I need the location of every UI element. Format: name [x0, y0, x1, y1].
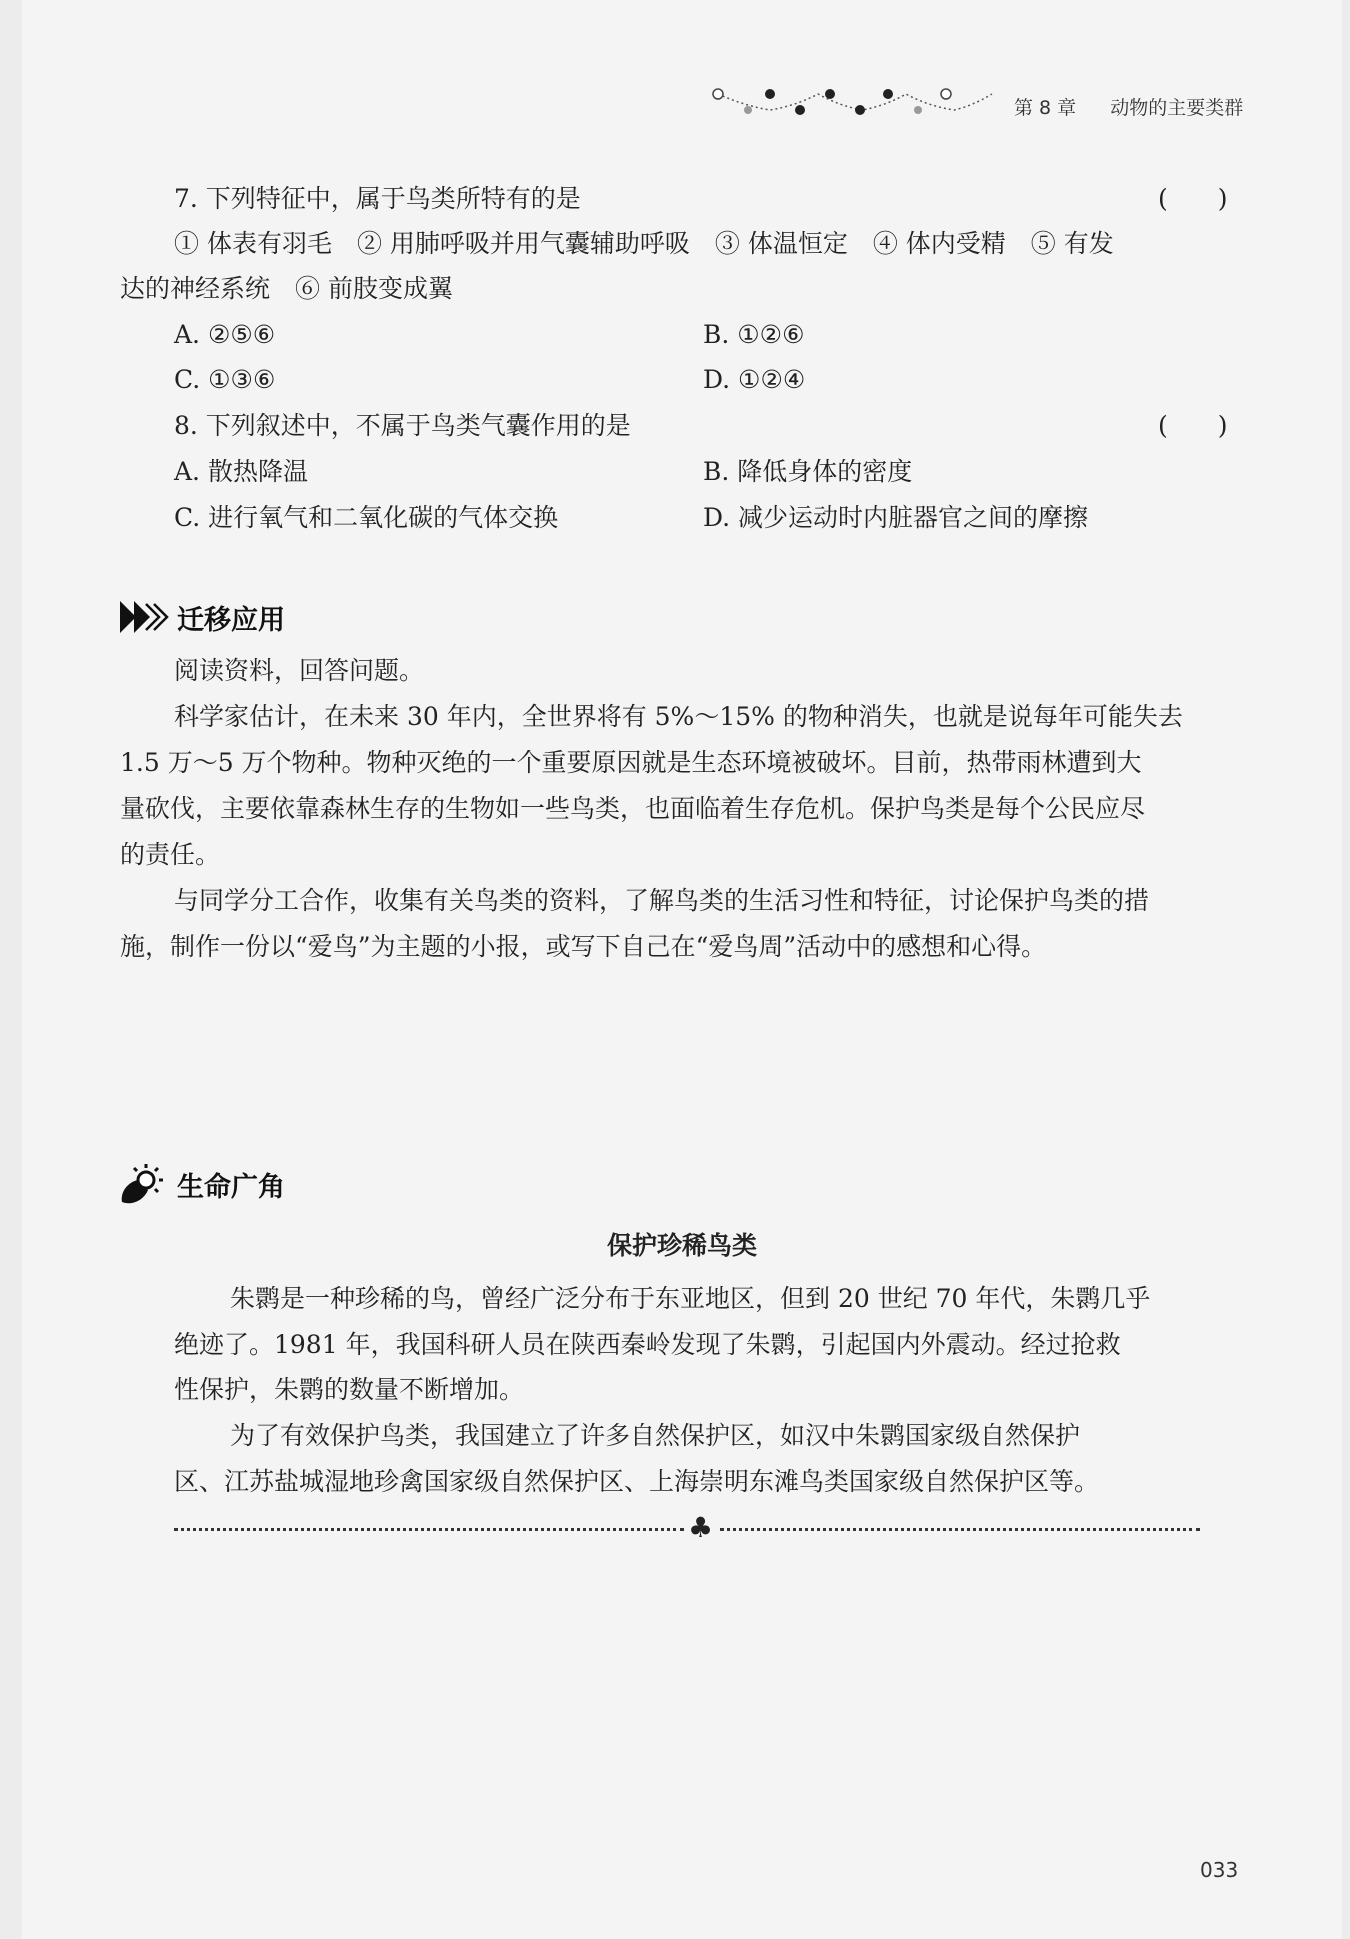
transfer-para1-line4: 的责任。 [120, 840, 221, 869]
q7-option-a: A. ②⑤⑥ [174, 320, 276, 349]
transfer-intro: 阅读资料，回答问题。 [174, 656, 425, 685]
life-para2-line1: 为了有效保护鸟类，我国建立了许多自然保护区，如汉中朱鹮国家级自然保护 [230, 1421, 1081, 1450]
section-title-transfer: 迁移应用 [177, 605, 285, 636]
q8-stem: 8. 下列叙述中，不属于鸟类气囊作用的是 [174, 411, 631, 440]
q8-answer-paren: ( ) [1158, 411, 1228, 440]
lightbulb-hand-icon [118, 1160, 166, 1206]
q7-answer-paren: ( ) [1158, 184, 1228, 213]
q7-option-c: C. ①③⑥ [174, 365, 276, 394]
life-para1-line1: 朱鹮是一种珍稀的鸟，曾经广泛分布于东亚地区，但到 20 世纪 70 年代，朱鹮几乎 [230, 1284, 1151, 1313]
page-number: 033 [1200, 1858, 1239, 1882]
club-icon: ♣ [688, 1511, 714, 1544]
transfer-para1-line1: 科学家估计，在未来 30 年内，全世界将有 5%～15% 的物种消失，也就是说每年可能失去 [174, 702, 1183, 731]
q8-option-d: D. 减少运动时内脏器官之间的摩擦 [703, 503, 1089, 532]
article-title: 保护珍稀鸟类 [606, 1231, 757, 1260]
q7-option-b: B. ①②⑥ [703, 320, 805, 349]
q8-option-c: C. 进行氧气和二氧化碳的气体交换 [174, 503, 559, 532]
life-para2-line2: 区、江苏盐城湿地珍禽国家级自然保护区、上海崇明东滩鸟类国家级自然保护区等。 [174, 1467, 1100, 1496]
q7-items-line2: 达的神经系统 ⑥ 前肢变成翼 [120, 274, 453, 303]
chapter-header [1014, 93, 1243, 120]
life-para1-line3: 性保护，朱鹮的数量不断增加。 [174, 1375, 525, 1404]
divider-left [174, 1528, 684, 1531]
q8-option-b: B. 降低身体的密度 [703, 457, 913, 486]
q8-option-a: A. 散热降温 [174, 457, 308, 486]
life-para1-line2: 绝迹了。1981 年，我国科研人员在陕西秦岭发现了朱鹮，引起国内外震动。经过抢救 [174, 1330, 1121, 1359]
section-title-life: 生命广角 [177, 1172, 285, 1203]
q7-stem: 7. 下列特征中，属于鸟类所特有的是 [174, 184, 581, 213]
transfer-para2-line1: 与同学分工合作，收集有关鸟类的资料，了解鸟类的生活习性和特征，讨论保护鸟类的措 [174, 886, 1150, 915]
chapter-title: 动物的主要类群 [1110, 97, 1244, 119]
transfer-para2-line2: 施，制作一份以“爱鸟”为主题的小报，或写下自己在“爱鸟周”活动中的感想和心得。 [120, 932, 1047, 961]
header-dot-wave-icon [710, 80, 1032, 120]
textbook-page [22, 0, 1342, 1939]
q7-items-line1: ① 体表有羽毛 ② 用肺呼吸并用气囊辅助呼吸 ③ 体温恒定 ④ 体内受精 ⑤ 有发 [174, 229, 1114, 258]
chapter-number: 第 8 章 [1014, 97, 1077, 119]
forward-arrows-icon [118, 598, 170, 636]
q7-option-d: D. ①②④ [703, 365, 806, 394]
divider-right [720, 1528, 1200, 1531]
transfer-para1-line3: 量砍伐，主要依靠森林生存的生物如一些鸟类，也面临着生存危机。保护鸟类是每个公民应尽 [120, 794, 1146, 823]
transfer-para1-line2: 1.5 万～5 万个物种。物种灭绝的一个重要原因就是生态环境被破坏。目前，热带雨林遭到大 [120, 748, 1142, 777]
